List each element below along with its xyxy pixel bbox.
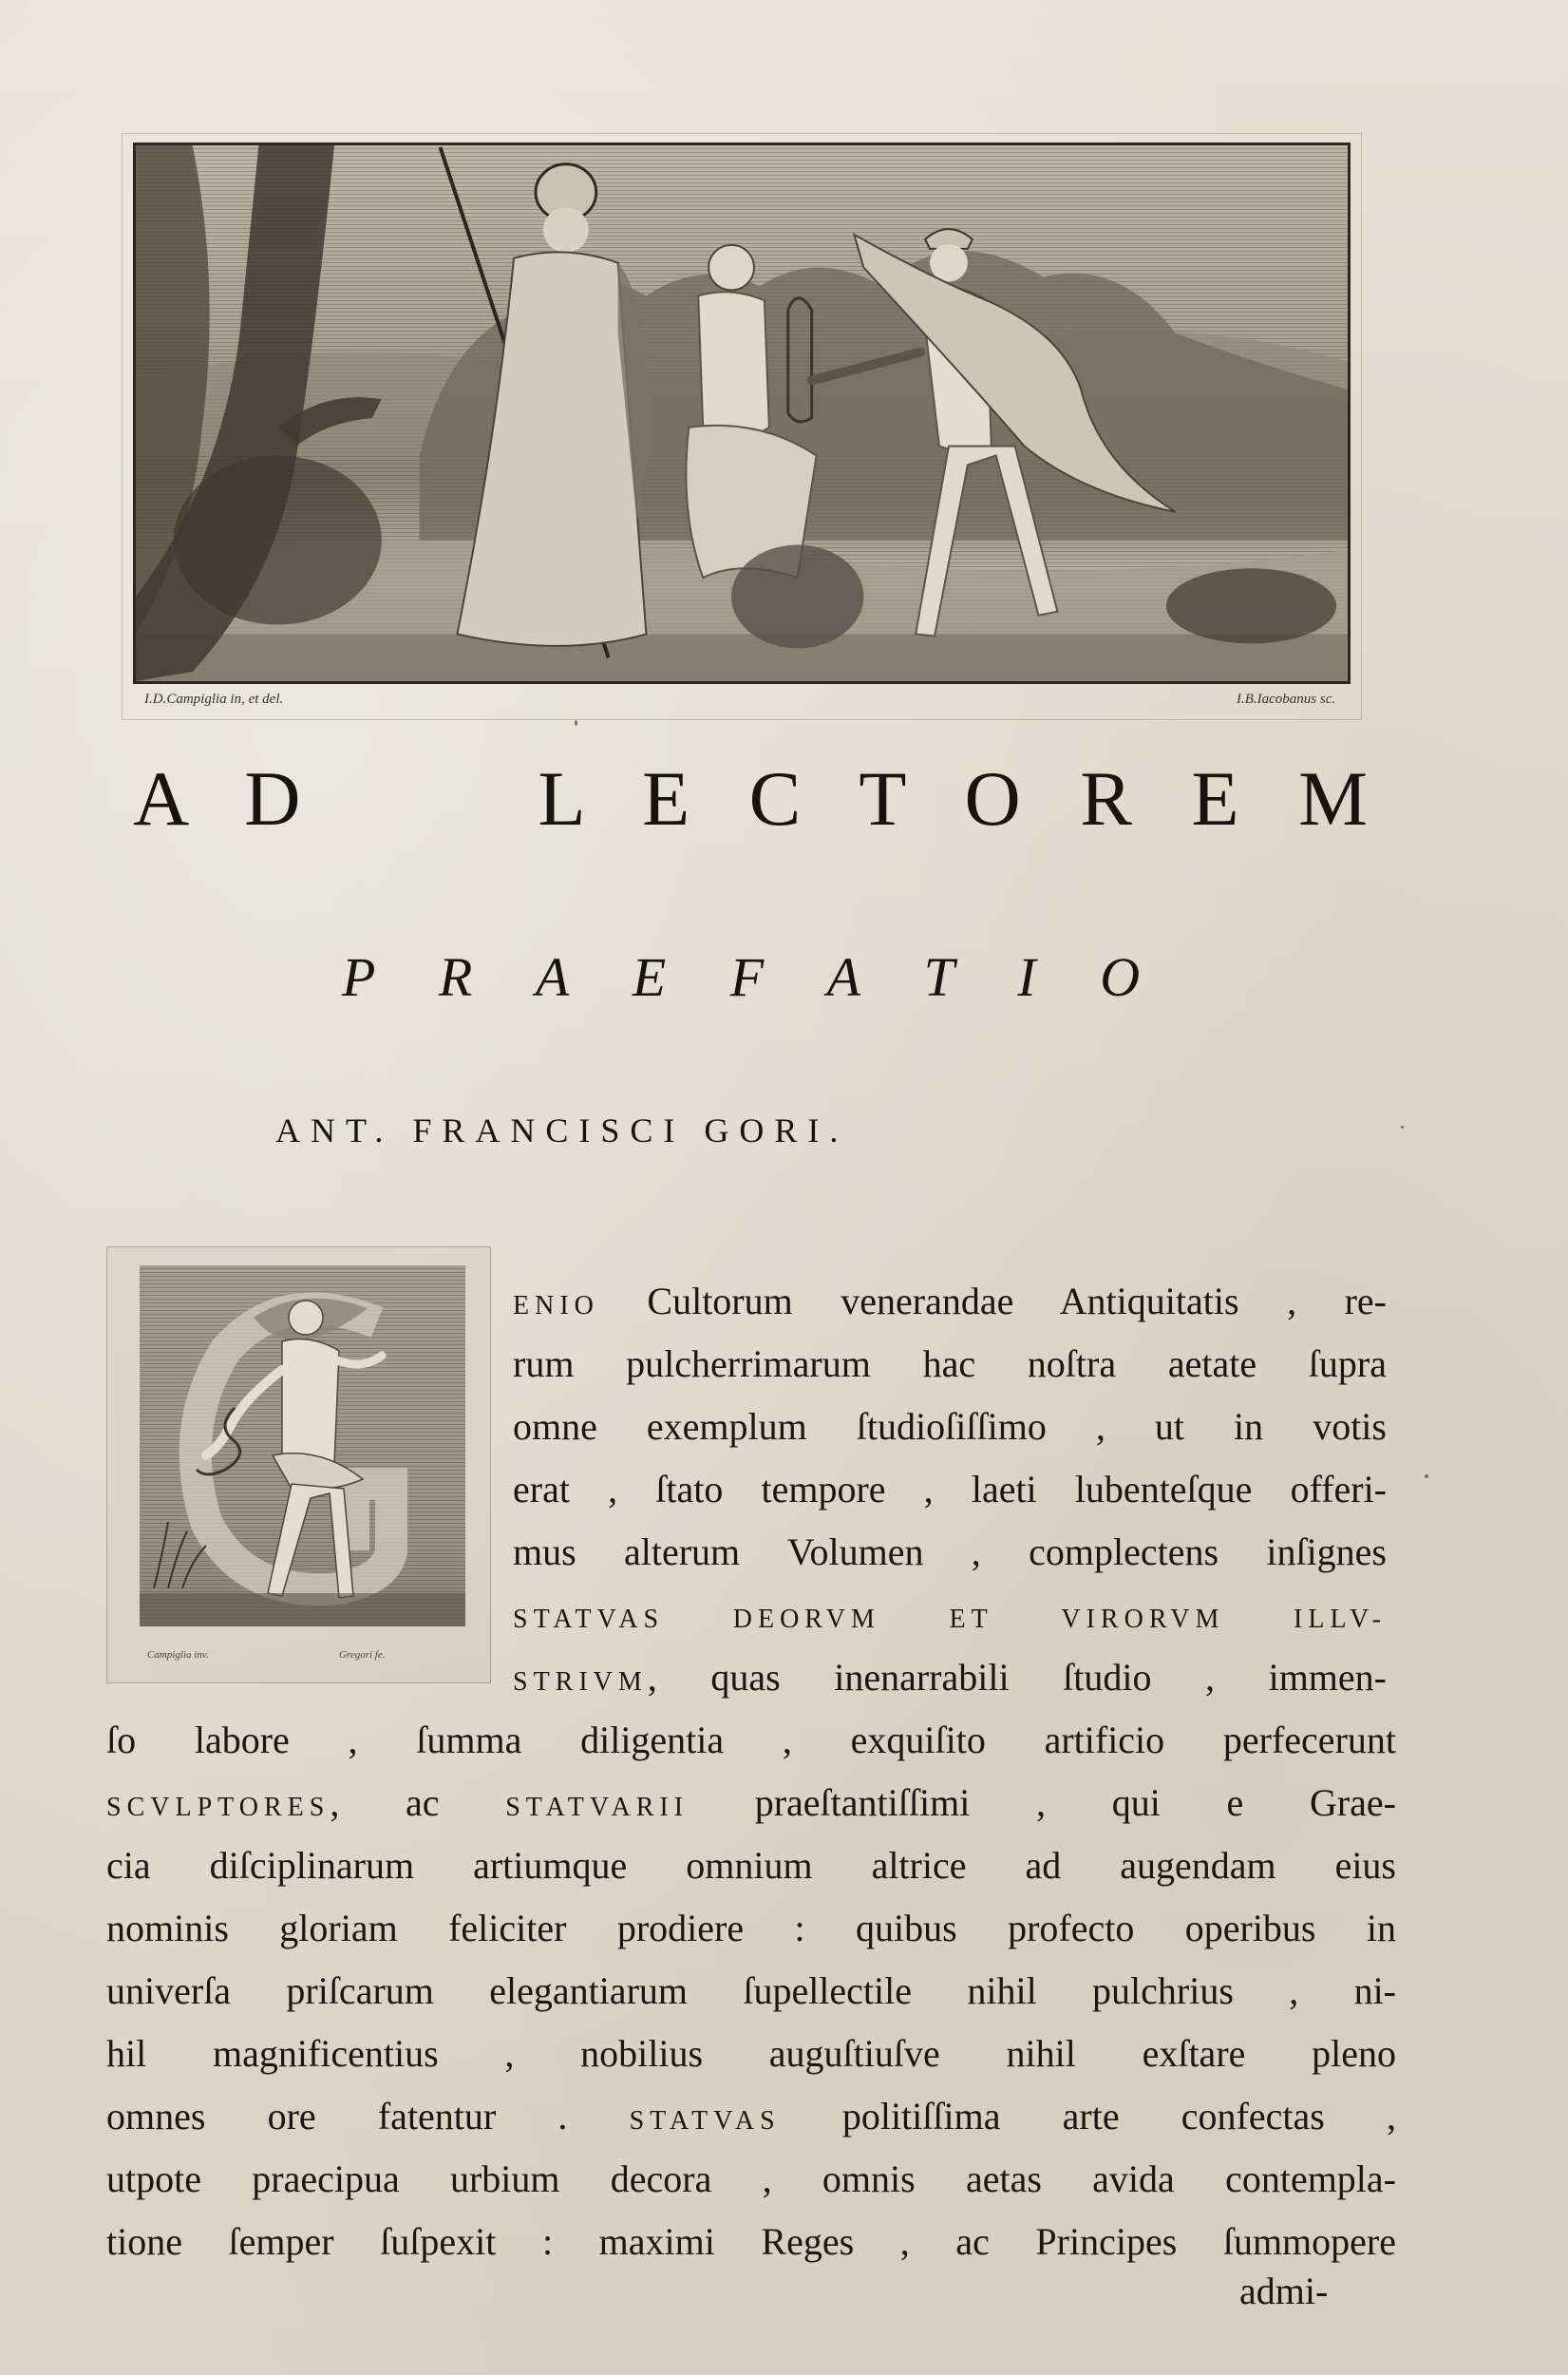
decorated-initial bbox=[140, 1265, 465, 1626]
engraving-credit-engraver: I.B.Iacobanus sc. bbox=[1237, 692, 1336, 707]
text-line bbox=[106, 1960, 1396, 2023]
text-run: omnes ore fatentur . bbox=[106, 2095, 630, 2138]
subtitle-letter: F bbox=[729, 946, 765, 1008]
small-caps-run: ENIO bbox=[513, 1291, 599, 1320]
text-run: omne exemplum ſtudioſiſſimo , ut in votis bbox=[513, 1405, 1387, 1448]
subtitle-letters bbox=[342, 946, 1140, 1008]
title-letter: M bbox=[1298, 755, 1369, 842]
subtitle-letter: O bbox=[1100, 946, 1141, 1008]
author-line: ANT. FRANCISCI GORI. bbox=[275, 1112, 849, 1150]
text-run: politiſſima arte confectas , bbox=[780, 2095, 1396, 2138]
bush-right bbox=[1166, 568, 1336, 643]
catchword: admi- bbox=[1239, 2270, 1329, 2312]
text-run: univerſa priſcarum elegantiarum ſupellectile nihil pulchrius , ni- bbox=[106, 1969, 1396, 2012]
text-line bbox=[106, 2148, 1396, 2211]
subtitle-letter: R bbox=[438, 946, 473, 1008]
paper-speck bbox=[1425, 1474, 1428, 1478]
subtitle-letter: A bbox=[826, 946, 860, 1008]
title-letter: E bbox=[642, 755, 690, 842]
text-line bbox=[106, 2211, 1396, 2273]
text-line bbox=[513, 1458, 1387, 1521]
title-letter: L bbox=[538, 755, 583, 842]
small-caps-run: SCVLPTORES bbox=[106, 1793, 331, 1822]
text-run: tione ſemper ſuſpexit : maximi Reges , ac Principes ſummopere bbox=[106, 2220, 1396, 2263]
title-letter: C bbox=[748, 755, 802, 842]
text-run: utpote praecipua urbium decora , omnis aetas avida contempla- bbox=[106, 2157, 1396, 2200]
apollo-torso bbox=[698, 292, 769, 436]
text-line bbox=[106, 1772, 1396, 1834]
text-run: rum pulcherrimarum hac noſtra aetate ſupra bbox=[513, 1342, 1387, 1385]
subtitle-letter: P bbox=[342, 946, 375, 1008]
small-caps-run: STATVAS DEORVM ET VIRORVM ILLV- bbox=[513, 1605, 1387, 1634]
title-letter: E bbox=[1191, 755, 1239, 842]
text-line bbox=[106, 2023, 1396, 2085]
rock bbox=[731, 545, 863, 649]
text-line bbox=[513, 1270, 1387, 1333]
text-line bbox=[106, 1897, 1396, 1960]
small-caps-run: STATVAS bbox=[629, 2106, 781, 2136]
title-letters bbox=[133, 755, 1368, 842]
bush-left bbox=[174, 456, 382, 625]
minerva-head bbox=[543, 207, 589, 252]
initial-credit-designer: Campiglia inv. bbox=[147, 1649, 209, 1661]
small-caps-run: STATVARII bbox=[505, 1793, 690, 1822]
body-text-beside-initial bbox=[513, 1270, 1387, 1709]
text-run: praeſtantiſſimi , qui e Grae- bbox=[689, 1781, 1396, 1824]
paper-speck bbox=[1401, 1126, 1404, 1129]
text-run: hil magnificentius , nobilius auguſtiuſve nihil exſtare pleno bbox=[106, 2032, 1396, 2075]
initial-scene bbox=[140, 1265, 465, 1626]
subtitle-letter: A bbox=[535, 946, 569, 1008]
engraving-credit-designer: I.D.Campiglia in, et del. bbox=[144, 692, 284, 707]
mercury-head bbox=[930, 244, 968, 282]
text-line bbox=[513, 1646, 1387, 1709]
paper-speck bbox=[575, 720, 577, 726]
title-letter: T bbox=[859, 755, 906, 842]
title-letter: A bbox=[133, 755, 185, 842]
figure-loincloth bbox=[273, 1454, 363, 1490]
text-run: cia diſciplinarum artiumque omnium altrice ad augendam eius bbox=[106, 1844, 1396, 1887]
text-line bbox=[513, 1396, 1387, 1458]
title-letter bbox=[360, 755, 479, 842]
page-title bbox=[133, 755, 1369, 842]
text-run: nominis gloriam feliciter prodiere : quibus profecto operibus in bbox=[106, 1907, 1396, 1949]
title-letter: O bbox=[964, 755, 1021, 842]
header-engraving bbox=[133, 142, 1351, 684]
text-run: ſo labore , ſumma diligentia , exquiſito artificio perfecerunt bbox=[106, 1719, 1396, 1761]
text-line bbox=[513, 1521, 1387, 1584]
text-run: erat , ſtato tempore , laeti lubenteſque offeri- bbox=[513, 1468, 1387, 1510]
text-line bbox=[106, 2085, 1396, 2148]
subtitle-letter: E bbox=[632, 946, 667, 1008]
subtitle-letter: I bbox=[1017, 946, 1036, 1008]
apollo-head bbox=[708, 245, 754, 290]
text-run: , quas inenarrabili ſtudio , immen- bbox=[647, 1656, 1387, 1699]
figure-torso bbox=[282, 1340, 339, 1472]
title-letter: D bbox=[244, 755, 301, 842]
figure-arm-right bbox=[337, 1356, 382, 1364]
figure-head bbox=[289, 1301, 323, 1335]
text-line bbox=[106, 1709, 1396, 1772]
page-subtitle bbox=[342, 946, 1141, 1008]
title-letter: R bbox=[1080, 755, 1132, 842]
initial-credit-engraver: Gregori fe. bbox=[339, 1649, 386, 1661]
text-run: mus alterum Volumen , complectens inſignes bbox=[513, 1530, 1387, 1573]
foreground-shadow bbox=[136, 635, 1348, 681]
subtitle-letter: T bbox=[923, 946, 954, 1008]
small-caps-run: STRIVM bbox=[513, 1667, 648, 1697]
text-run: Cultorum venerandae Antiquitatis , re- bbox=[598, 1280, 1387, 1322]
engraving-scene bbox=[136, 145, 1348, 681]
text-line bbox=[513, 1333, 1387, 1396]
text-line bbox=[513, 1584, 1387, 1646]
body-text-full-width bbox=[106, 1709, 1396, 2273]
ground-shadow bbox=[140, 1593, 465, 1626]
text-line bbox=[106, 1834, 1396, 1897]
text-run: , ac bbox=[330, 1781, 506, 1824]
